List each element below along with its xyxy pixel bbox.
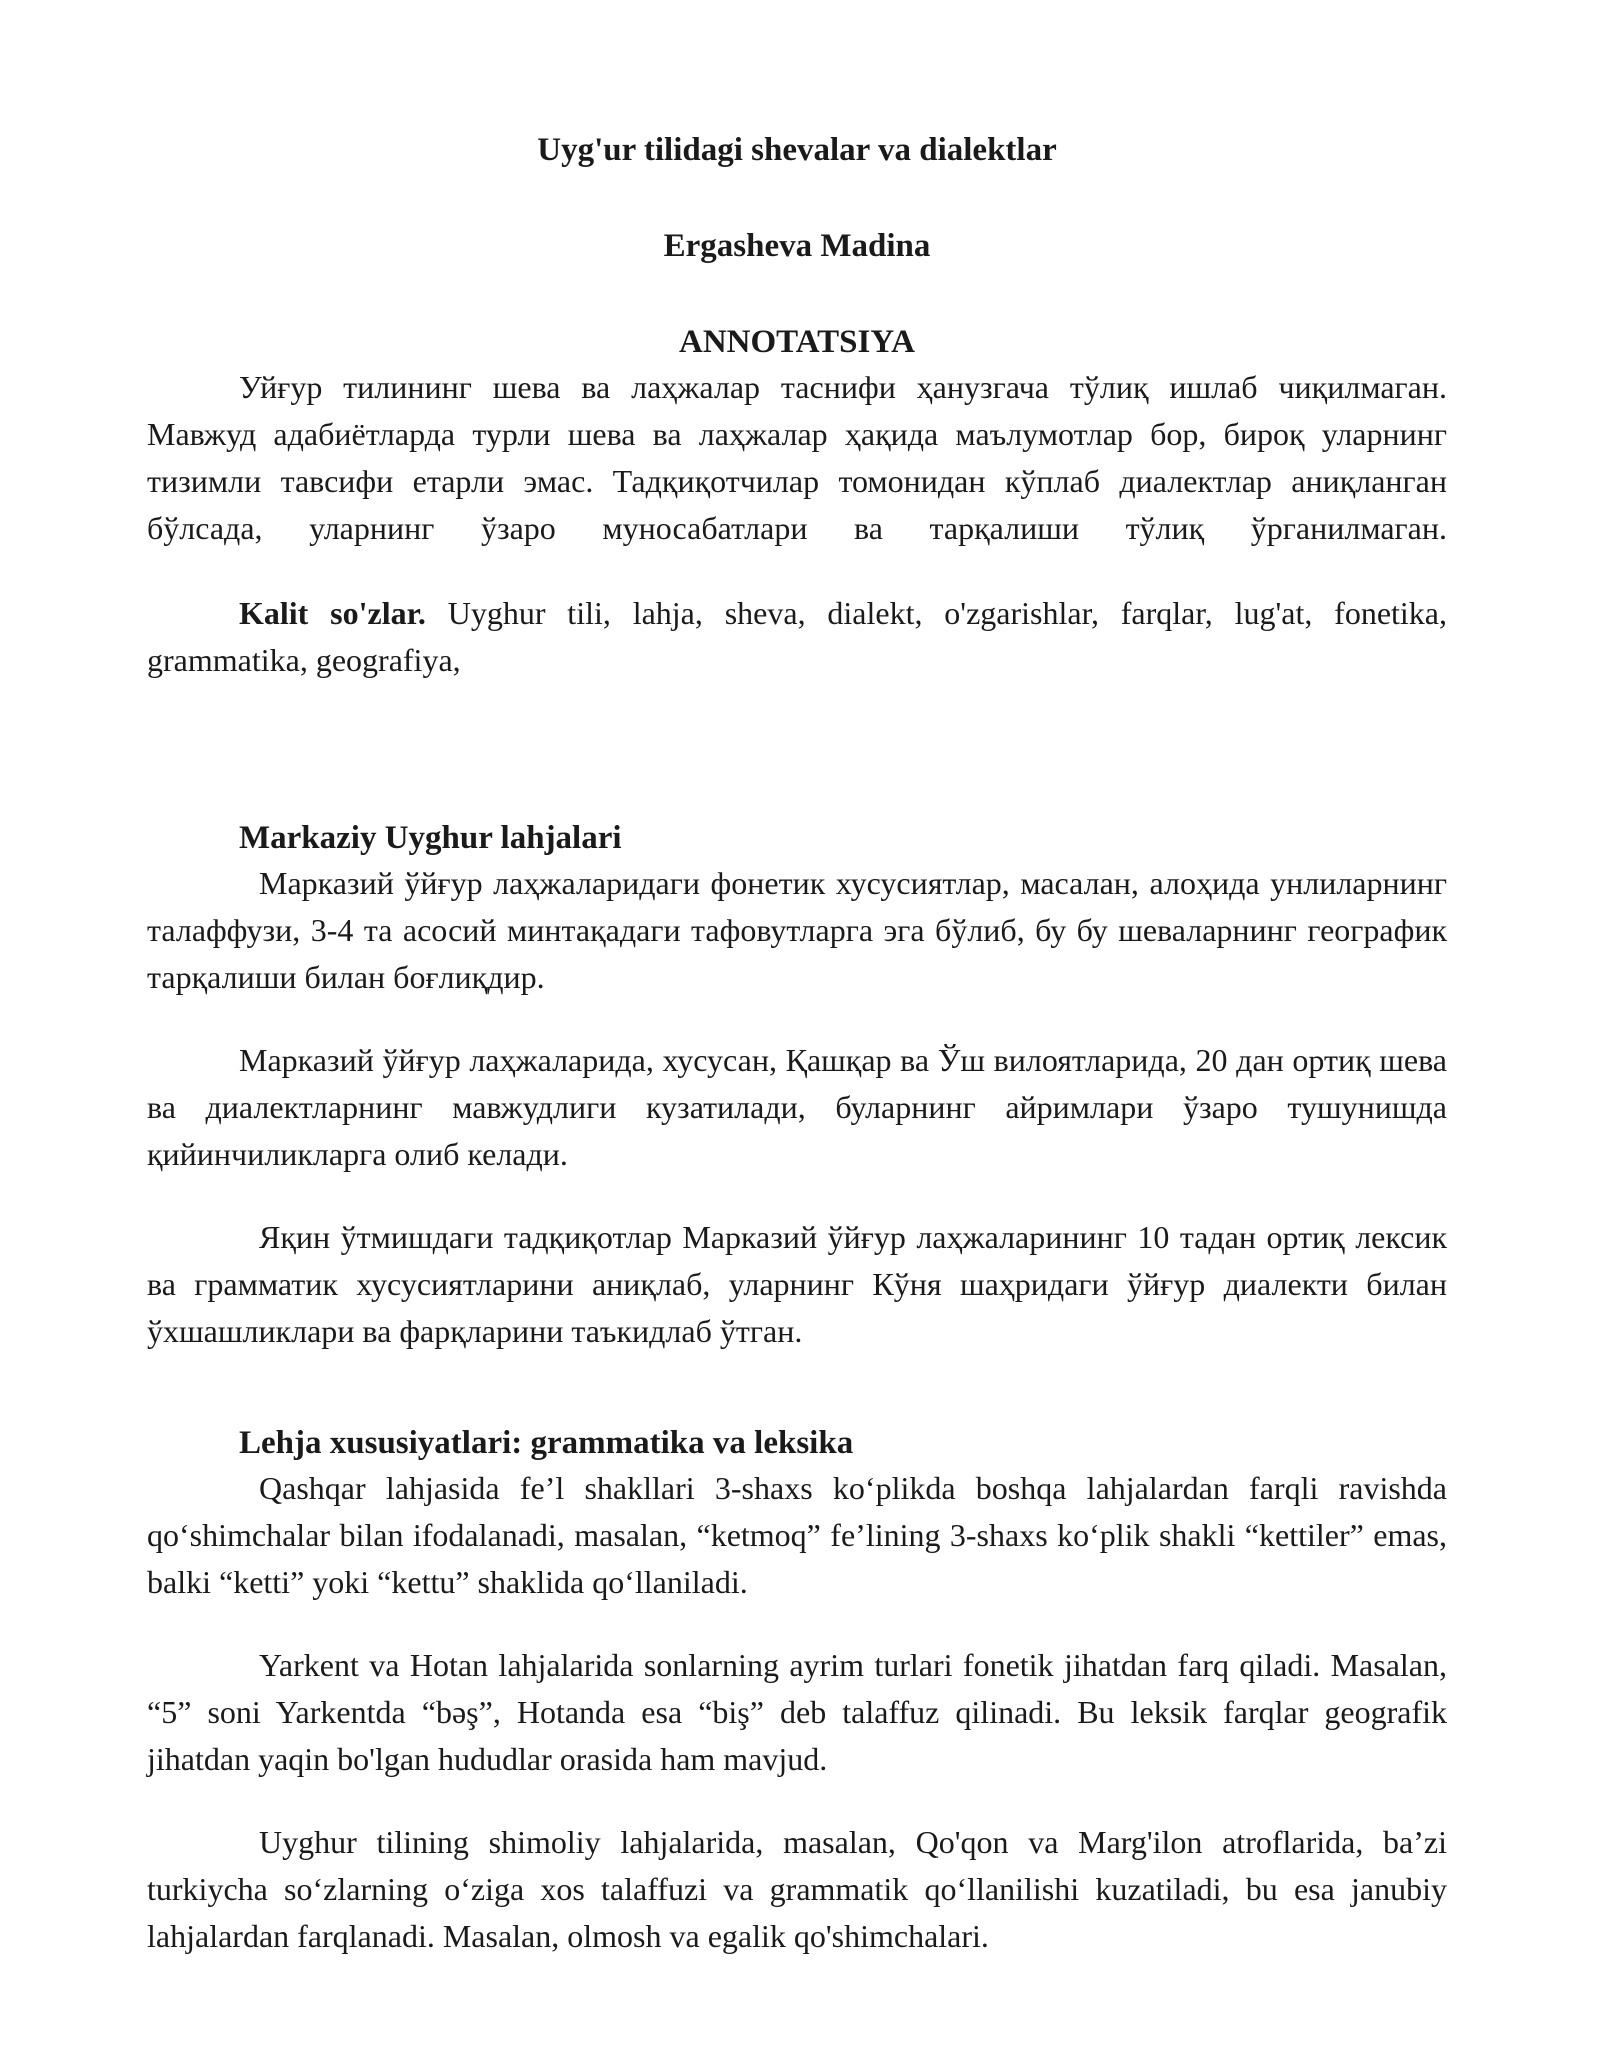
section-heading-lehja: Lehja xususiyatlari: grammatika va leksika xyxy=(239,1425,854,1461)
document-page xyxy=(147,128,1447,1960)
keywords-paragraph xyxy=(147,590,1447,684)
section-heading-markaziy: Markaziy Uyghur lahjalari xyxy=(239,820,622,856)
section-paragraph: Uyghur tilining shimoliy lahjalarida, masalan, Qo'qon va Marg'ilon atroflarida, ba’zi turkiycha so‘zlarning o‘ziga xos talaffuzi va grammatik qo‘llanilishi kuzatiladi, bu esa janubiy lahjalardan farqlanadi. Masalan, olmosh va egalik qo'shimchalari. xyxy=(147,1824,1447,1954)
keywords-text: Uyghur tili, lahja, sheva, dialekt, o'zgarishlar, farqlar, lug'at, fonetika, grammatika, geografiya, xyxy=(147,595,1448,678)
section-paragraph: Яқин ўтмишдаги тадқиқотлар Марказий ўйғур лаҳжаларининг 10 тадан ортиқ лексик ва грамматик хусусиятларини аниқлаб, уларнинг Кўня шаҳридаги ўйғур диалекти билан ўхшашликлари ва фарқларини таъкидлаб ўтган. xyxy=(147,1219,1447,1349)
document-title: Uyg'ur tilidagi shevalar va dialektlar xyxy=(537,132,1057,168)
keywords-label: Kalit so'zlar. xyxy=(239,595,426,631)
author-name: Ergasheva Madina xyxy=(663,228,931,264)
section-paragraph: Марказий ўйғур лаҳжаларидаги фонетик хусусиятлар, масалан, алоҳида унлиларнинг талаффузи, 3-4 та асосий минтақадаги тафовутларга эга бўлиб, бу бу шеваларнинг географик тарқалиши билан боғлиқдир. xyxy=(147,865,1447,995)
section-paragraph: Qashqar lahjasida fe’l shakllari 3-shaxs ko‘plikda boshqa lahjalardan farqli ravishda qo‘shimchalar bilan ifodalanadi, masalan, “ketmoq” fe’lining 3-shaxs ko‘plik shakli “kettiler” emas, balki “ketti” yoki “kettu” shaklida qo‘llaniladi. xyxy=(147,1470,1447,1600)
section-paragraph: Марказий ўйғур лаҳжаларида, хусусан, Қашқар ва Ўш вилоятларида, 20 дан ортиқ шева ва диалектларнинг мавжудлиги кузатилади, буларнинг айримлари ўзаро тушунишда қийинчиликларга олиб келади. xyxy=(147,1042,1447,1172)
annotation-heading: ANNOTATSIYA xyxy=(679,324,915,360)
annotation-paragraph: Уйғур тилининг шева ва лаҳжалар таснифи ҳанузгача тўлиқ ишлаб чиқилмаган. Мавжуд адабиётларда турли шева ва лаҳжалар ҳақида маълумотлар бор, бироқ уларнинг тизимли тавсифи етарли эмас. Тадқиқотчилар томонидан кўплаб диалектлар аниқланган бўлсада, уларнинг ўзаро муносабатлари ва тарқалиши тўлиқ ўрганилмаган. xyxy=(147,369,1447,546)
section-paragraph: Yarkent va Hotan lahjalarida sonlarning ayrim turlari fonetik jihatdan farq qiladi. Masalan, “5” soni Yarkentda “bəş”, Hotanda esa “biş” deb talaffuz qilinadi. Bu leksik farqlar geografik jihatdan yaqin bo'lgan hududlar orasida ham mavjud. xyxy=(147,1647,1447,1777)
